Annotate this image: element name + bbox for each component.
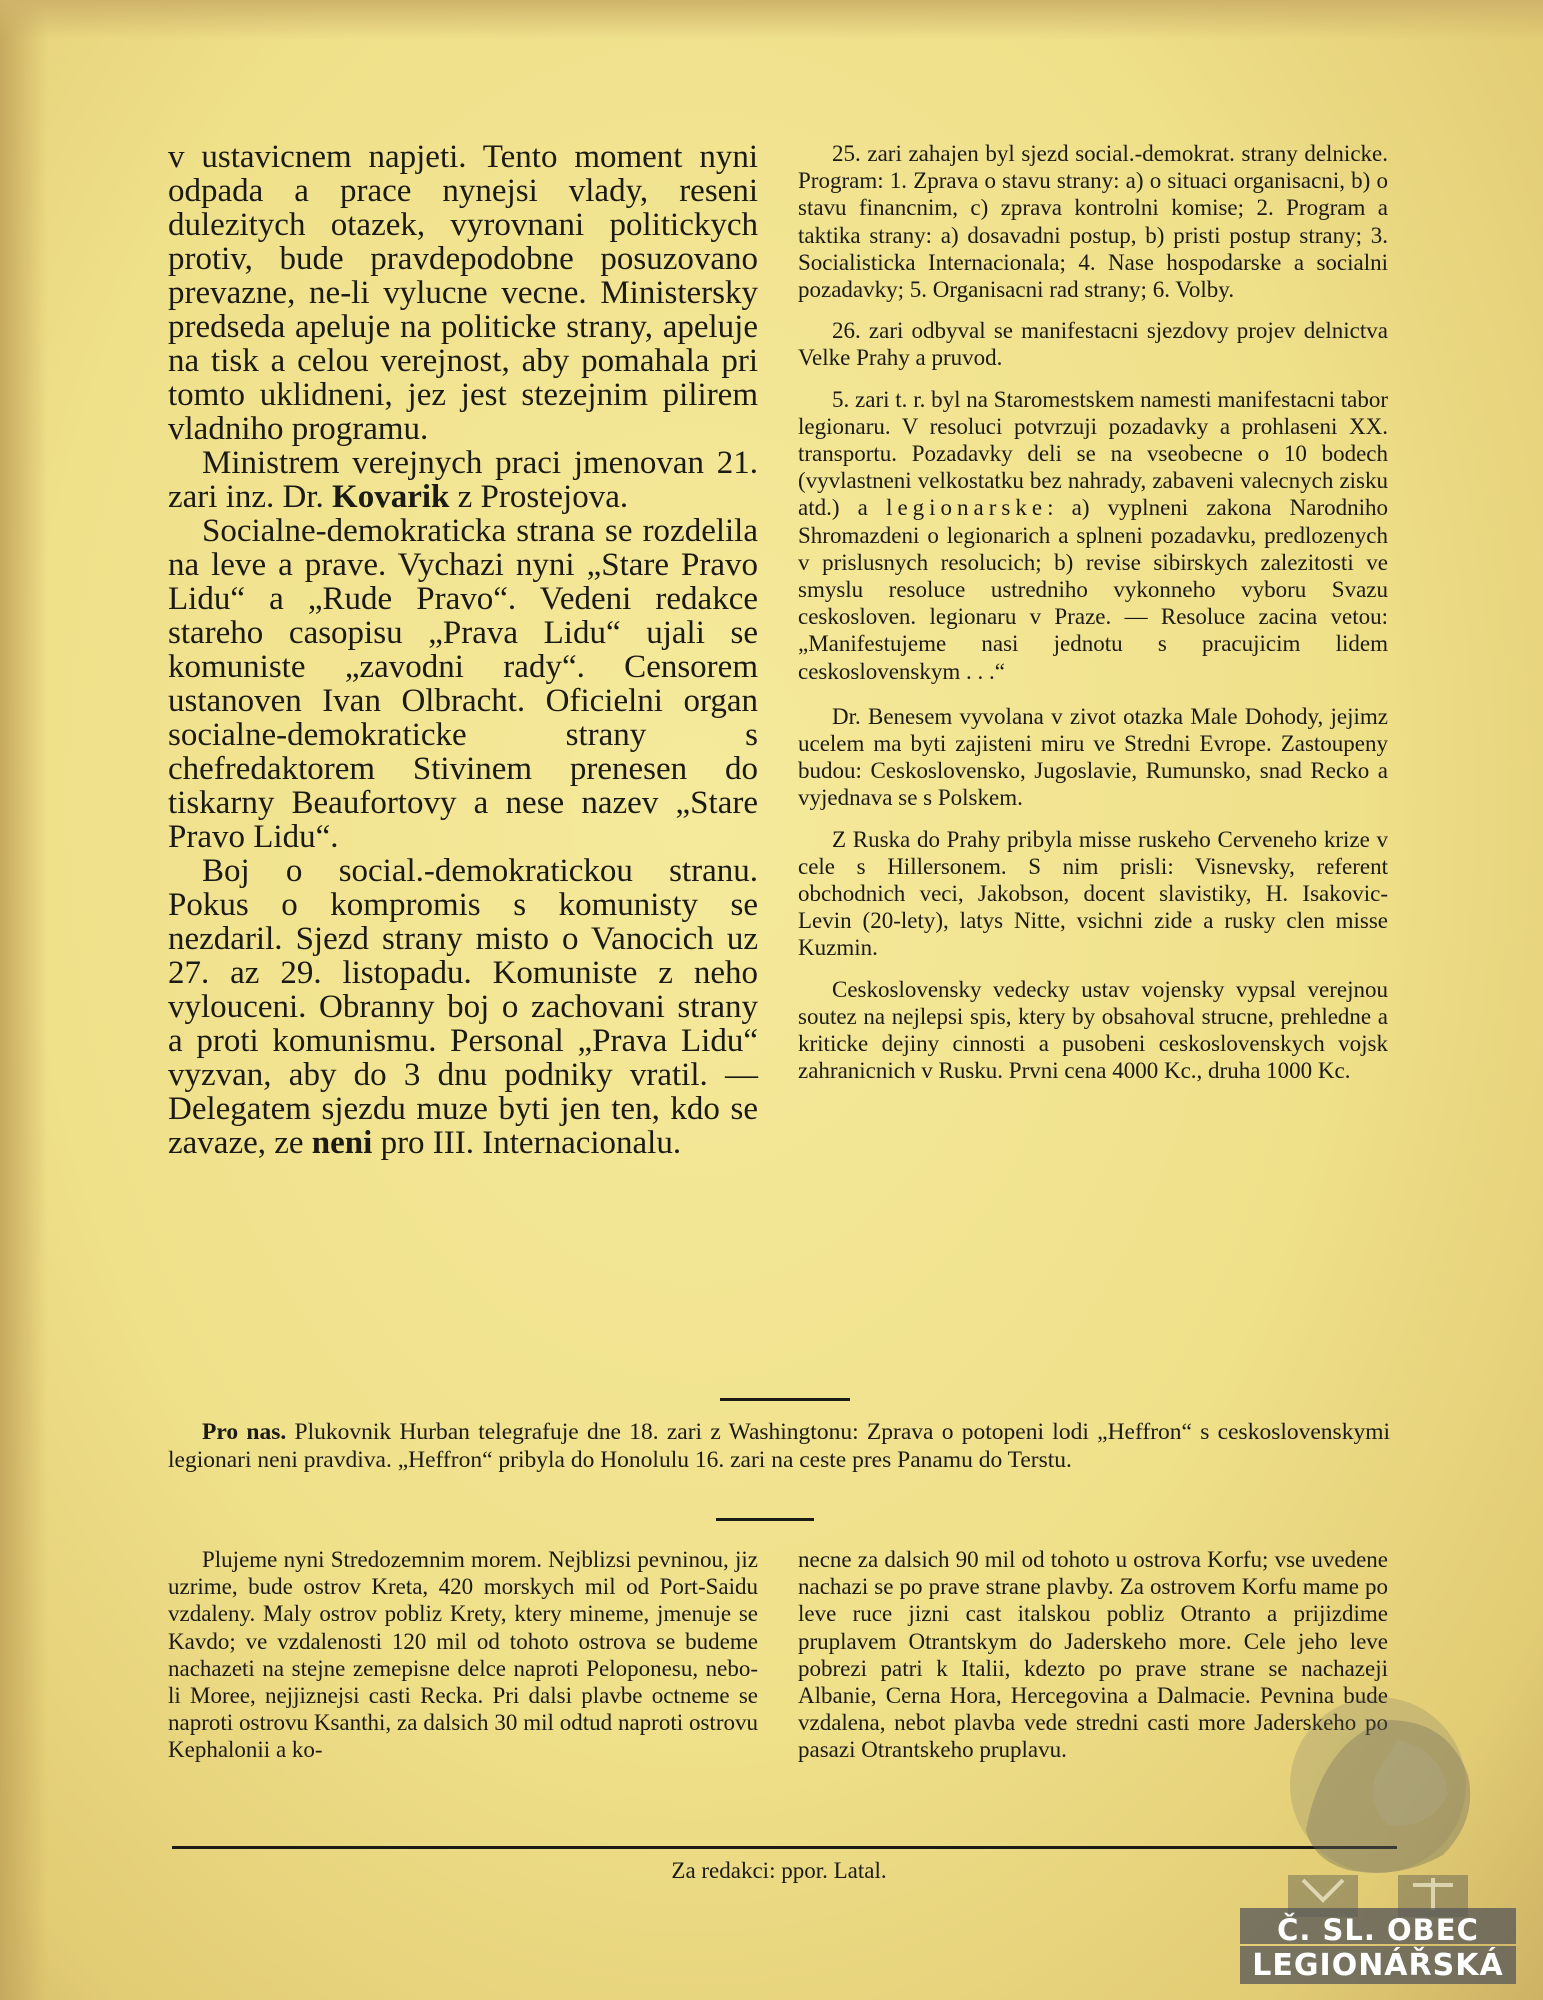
- watermark-text-top: Č. SL. OBEC: [1277, 1913, 1479, 1947]
- voyage-text-continued: necne za dalsich 90 mil od tohoto u ostrova Korfu; vse uvedene nachazi se po prave strane plavby. Za ostrovem Korfu mame po leve ruce jizni cast italskou pobliz Otranto a prijizdime pruplavem Otrantskym do Jaderskeho more. Cele jeho leve pobrezi patri k Italii, kdezto po prave strane se nachazeji Albanie, Cerna Hora, Hercegovina a Dalmacie. Pevnina bude vzdalena, nebot plavba vede stredni casti more Jaderskeho po pasazi Otrantskeho pruplavu.: [798, 1547, 1388, 1763]
- word-emphasis: neni: [311, 1125, 373, 1161]
- voyage-text: Plujeme nyni Stredozemnim morem. Nejblizsi pevninou, jiz uzrime, bude ostrov Kreta, 420 morskych mil od Port-Saidu vzdaleny. Maly ostrov pobliz Krety, ktery mineme, jmenuje se Kavdo; ve vzdalenosti 120 mil od tohoto ostrova se budeme nachazeti na stejne zemepisne delce naproti Peloponesu, nebo-li Moree, nejjiznejsi casti Recka. Pri dalsi plavbe octneme se naproti ostrovu Ksanthi, za dalsich 30 mil odtud naproti ostrovu Kephalonii a ko-: [168, 1547, 758, 1763]
- article-paragraph: Boj o social.-demokratickou stranu. Pokus o kompromis s komunisty se nezdaril. Sjezd strany misto o Vanocich uz 27. az 29. listopadu. Komuniste z neho vylouceni. Obranny boj o zachovani strany a proti komunismu. Personal „Prava Lidu“ vyzvan, aby do 3 dnu podniky vratil. — Delegatem sjezdu muze byti jen ten, kdo se zavaze, ze neni pro III. Internacionalu.: [168, 853, 758, 1161]
- left-bottom-column: [168, 1546, 758, 1764]
- news-item: 26. zari odbyval se manifestacni sjezdovy projev delnictva Velke Prahy a pruvod.: [798, 318, 1388, 371]
- article-paragraph: Socialne-demokraticka strana se rozdelila na leve a prave. Vychazi nyni „Stare Pravo Lidu“ a „Rude Pravo“. Vedeni redakce stareho casopisu „Prava Lidu“ ujali se komuniste „zavodni rady“. Censorem ustanoven Ivan Olbracht. Oficielni organ socialne-demokraticke strany s chefredaktorem Stivinem prenesen do tiskarny Beaufortovy a nese nazev „Stare Pravo Lidu“.: [168, 513, 758, 855]
- news-item: 5. zari t. r. byl na Staromestskem namesti manifestacni tabor legionaru. V resoluci potvrzuji pozadavky a prohlaseni XX. transportu. Pozadavky deli se na vseobecne o 10 bodech (vyvlastneni velkostatku bez nahrady, zabaveni valecnych zisku atd.) a legionarske: a) vyplneni zakona Narodniho Shromazdeni o legionarich a splneni pozadavku, predlozenych v prislusnych resolucich; b) revise sibirskych zalezitosti ve smyslu resoluce ustredniho vykonneho vyboru Svazu ceskosloven. legionaru v Praze. — Resoluce zacina vetou: „Manifestujeme nasi jednotu s pracujicim lidem ceskoslovenskym . . .“: [798, 386, 1388, 684]
- article-paragraph: v ustavicnem napjeti. Tento moment nyni odpada a prace nynejsi vlady, reseni dulezitych otazek, vyrovnani politickych protiv, bude pravdepodobne posuzovano prevazne, ne-li vylucne vecne. Ministersky predseda apeluje na politicke strany, apeluje na tisk a celou verejnost, aby pomahala pri tomto uklidneni, jez jest stezejnim pilirem vladniho programu.: [168, 139, 758, 447]
- name-emphasis: Kovarik: [332, 479, 450, 515]
- section-divider: [716, 1518, 814, 1521]
- notice-lead: Pro nas.: [202, 1419, 287, 1445]
- notice-paragraph: Pro nas. Plukovnik Hurban telegrafuje dne 18. zari z Washingtonu: Zprava o potopeni lodi „Heffron“ s ceskoslovenskymi legionari neni pravdiva. „Heffron“ pribyla do Honolulu 16. zari na ceste pres Panamu do Terstu.: [168, 1419, 1391, 1473]
- watermark-text-bottom: LEGIONÁŘSKÁ: [1252, 1948, 1504, 1983]
- news-item: Dr. Benesem vyvolana v zivot otazka Male Dohody, jejimz ucelem ma byti zajisteni miru ve Stredni Evrope. Zastoupeny budou: Ceskoslovensko, Jugoslavie, Rumunsko, snad Recko a vyjednava se s Polskem.: [798, 703, 1388, 811]
- left-top-column: [168, 140, 758, 1160]
- editor-credit: Za redakci: ppor. Latal.: [671, 1858, 887, 1883]
- spaced-word: legionarske: [886, 495, 1048, 521]
- paper-edge-shadow: [0, 0, 48, 2000]
- news-item: 25. zari zahajen byl sjezd social.-demokrat. strany delnicke. Program: 1. Zprava o stavu strany: a) o situaci organisacni, b) o stavu financnim, c) zprava kontrolni komise; 2. Program a taktika strany: a) dosavadni postup, b) pristi postup strany; 3. Socialisticka Internacionala; 4. Nase hospodarske a socialni pozadavky; 5. Organisacni rad strany; 6. Volby.: [798, 141, 1388, 303]
- news-item: Ceskoslovensky vedecky ustav vojensky vypsal verejnou soutez na nejlepsi spis, ktery by obsahoval strucne, prehledne a kriticke dejiny cinnosti a pusobeni ceskoslovenskych vojsk zahranicnich v Rusku. Prvni cena 4000 Kc., druha 1000 Kc.: [798, 976, 1388, 1084]
- article-paragraph: Ministrem verejnych praci jmenovan 21. zari inz. Dr. Kovarik z Prostejova.: [168, 445, 758, 515]
- section-divider: [720, 1398, 850, 1401]
- paper-top-shadow: [0, 0, 1543, 40]
- right-top-column: [798, 140, 1388, 1099]
- footer-rule: [172, 1846, 1397, 1849]
- news-item: Z Ruska do Prahy pribyla misse ruskeho Cerveneho krize v cele s Hillersonem. S nim prisli: Visnevsky, referent obchodnich veci, Jakobson, docent slavistiky, H. Isakovic-Levin (20-lety), latys Nitte, vsichni zide a rusky clen misse Kuzmin.: [798, 826, 1388, 961]
